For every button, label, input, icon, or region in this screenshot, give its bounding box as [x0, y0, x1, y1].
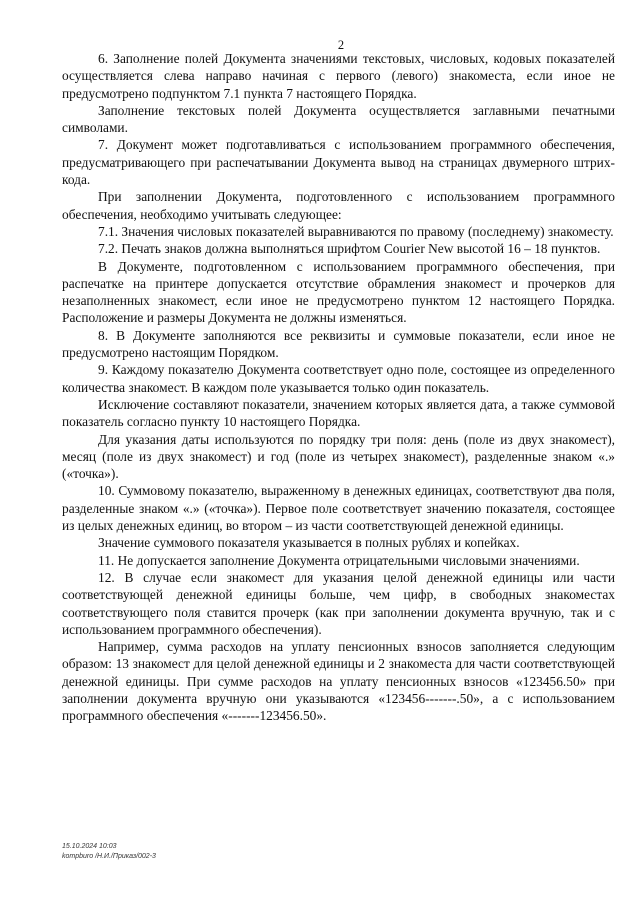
- footer-timestamp: 15.10.2024 10:03: [62, 843, 117, 850]
- paragraph-11: 11. Не допускается заполнение Документа отрицательными числовыми значениями.: [98, 552, 580, 568]
- page-number: 2: [337, 38, 345, 52]
- paragraph-sum-value: Значение суммового показателя указывается в полных рублях и копейках.: [98, 535, 520, 551]
- paragraph-7: 7. Документ может подготавливаться с использованием программного обеспечения, предусматривающего при распечатывании Документа вывод на страницах двумерного штрих-кода.: [62, 137, 615, 188]
- paragraph-6: 6. Заполнение полей Документа значениями текстовых, числовых, кодовых показателей осуществляется слева направо начиная с первого (левого) знакоместа, если иное не предусмотрено подпунктом 7.1 пункта 7 настоящего Порядка.: [62, 51, 615, 101]
- document-body: [62, 50, 615, 725]
- paragraph-12: 12. В случае если знакомест для указания целой денежной единицы или части соответствующей денежной единицы больше, чем цифр, в свободных знакоместах соответствующего поля ставится прочерк (как при заполнении документа вручную, так и с использованием программного обеспечения).: [62, 569, 615, 637]
- paragraph-printing: В Документе, подготовленном с использованием программного обеспечения, при распечатке на принтере допускается отсутствие обрамления знакомест и прочерков для незаполненных знакомест, если иное не предусмотрено пунктом 12 настоящего Порядка. Расположение и размеры Документа не должны изменяться.: [62, 258, 615, 326]
- paragraph-10: 10. Суммовому показателю, выраженному в денежных единицах, соответствуют два поля, разделенные знаком «.» («точка»). Первое поле соответствует значению показателя, состоящее из целых денежных единиц, во втором – из части соответствующей денежной единицы.: [62, 483, 615, 534]
- page-footer: [62, 842, 156, 862]
- paragraph-9: 9. Каждому показателю Документа соответствует одно поле, состоящее из определенного количества знакомест. В каждом поле указывается только один показатель.: [62, 362, 615, 395]
- paragraph-8: 8. В Документе заполняются все реквизиты и суммовые показатели, если иное не предусмотрено настоящим Порядком.: [62, 327, 615, 361]
- paragraph-date: Для указания даты используются по порядку три поля: день (поле из двух знакомест), месяц (поле из двух знакомест) и год (поле из четырех знакомест), разделенные знаком «.» («точка»).: [62, 431, 615, 482]
- paragraph-text-fields: Заполнение текстовых полей Документа осуществляется заглавными печатными символами.: [62, 102, 615, 136]
- paragraph-7-1: 7.1. Значения числовых показателей выравниваются по правому (последнему) знакоместу.: [98, 223, 614, 239]
- paragraph-example: Например, сумма расходов на уплату пенсионных взносов заполняется следующим образом: 13 знакомест для целой денежной единицы и 2 знакоместа для части соответствующей денежной единицы. При сумме расходов на уплату пенсионных взносов «123456.50» при заполнении документа вручную они указываются «123456-------.50», а с использованием программного обеспечения «-------123456.50».: [62, 639, 615, 724]
- footer-doc-code: kompburo /Н.И./Приказ/002-3: [62, 853, 156, 860]
- paragraph-software-fill: При заполнении Документа, подготовленного с использованием программного обеспечения, необходимо учитывать следующее:: [62, 189, 615, 222]
- paragraph-exception: Исключение составляют показатели, значением которых является дата, а также суммовой показатель согласно пункту 10 настоящего Порядка.: [62, 396, 615, 430]
- paragraph-7-2: 7.2. Печать знаков должна выполняться шрифтом Courier New высотой 16 – 18 пунктов.: [98, 241, 601, 257]
